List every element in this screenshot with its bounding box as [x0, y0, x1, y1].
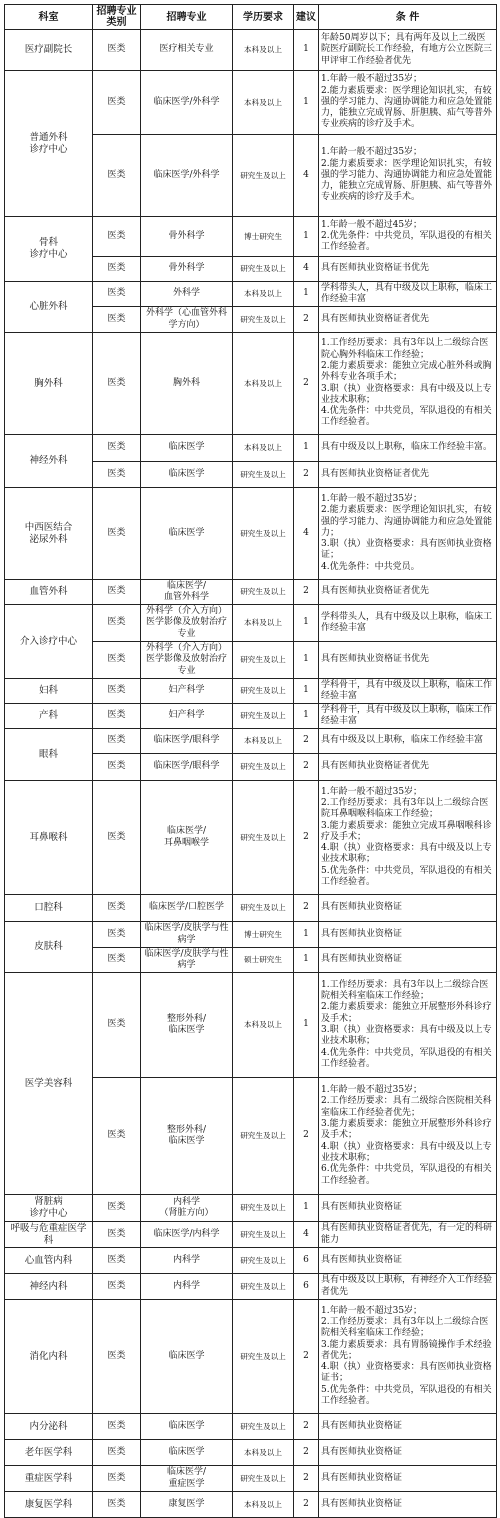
- header-row: [5, 5, 497, 30]
- education-cell: 本科及以上: [233, 729, 294, 754]
- conditions-cell: 具有医师执业资格证: [319, 1195, 497, 1222]
- category-cell: 医类: [93, 462, 141, 488]
- category-cell: 医类: [93, 704, 141, 729]
- count-cell: 2: [294, 1440, 319, 1466]
- conditions-cell: 具有医师执业资格证: [319, 1414, 497, 1440]
- major-cell: 临床医学: [141, 435, 233, 462]
- education-cell: 研究生及以上: [233, 754, 294, 781]
- count-cell: 2: [294, 1300, 319, 1414]
- major-cell: 临床医学: [141, 462, 233, 488]
- category-cell: 医类: [93, 1300, 141, 1414]
- major-cell: 临床医学/ 重症医学: [141, 1466, 233, 1492]
- count-cell: 2: [294, 1414, 319, 1440]
- category-cell: 医类: [93, 307, 141, 333]
- major-cell: 临床医学/口腔医学: [141, 895, 233, 922]
- table-row: [5, 282, 497, 307]
- table-row: [5, 30, 497, 71]
- category-cell: 医类: [93, 282, 141, 307]
- conditions-cell: 具有中级及以上职称，有神经介入工作经验者优先: [319, 1274, 497, 1300]
- conditions-cell: 1.工作经历要求：具有3年以上二级综合医院心胸外科临床工作经验； 2.能力素质要求：能独立完成心脏外科或胸外科专业各项手术； 3.职（执）业资格要求：具有中级及以上专业技术职称； 4.优先条件：中共党员，军队退役的有相关工作经验者。: [319, 333, 497, 435]
- major-cell: 整形外科/ 临床医学: [141, 1078, 233, 1195]
- count-cell: 1: [294, 435, 319, 462]
- conditions-cell: 1.年龄一般不超过35岁； 2.能力素质要求：医学理论知识扎实，有较强的学习能力、沟通协调能力和应急处置能力，能独立完成胃肠、肝胆胰、疝气等普外专业疾病的诊疗及手术。: [319, 135, 497, 217]
- table-row: [5, 435, 497, 462]
- dept-cell: 中西医结合 泌尿外科: [5, 488, 93, 580]
- major-cell: 妇产科学: [141, 679, 233, 704]
- header-major: 招聘专业: [141, 5, 233, 30]
- count-cell: 6: [294, 1248, 319, 1274]
- category-cell: 医类: [93, 973, 141, 1078]
- count-cell: 4: [294, 1222, 319, 1248]
- count-cell: 1: [294, 217, 319, 257]
- education-cell: 本科及以上: [233, 435, 294, 462]
- dept-cell: 口腔科: [5, 895, 93, 922]
- category-cell: 医类: [93, 1466, 141, 1492]
- conditions-cell: 具有医师执业资格证: [319, 1466, 497, 1492]
- count-cell: 2: [294, 333, 319, 435]
- major-cell: 临床医学/外科学: [141, 71, 233, 135]
- count-cell: 1: [294, 282, 319, 307]
- dept-cell: 康复医学科: [5, 1492, 93, 1518]
- category-cell: 医类: [93, 257, 141, 282]
- dept-cell: 神经内科: [5, 1274, 93, 1300]
- count-cell: 1: [294, 973, 319, 1078]
- conditions-cell: 具有医师执业资格证者优先: [319, 754, 497, 781]
- table-row: [5, 71, 497, 135]
- category-cell: 医类: [93, 333, 141, 435]
- count-cell: 1: [294, 679, 319, 704]
- conditions-cell: 学科带头人，具有中级及以上职称，临床工作经验丰富: [319, 605, 497, 642]
- dept-cell: 眼科: [5, 729, 93, 781]
- dept-cell: 肾脏病 诊疗中心: [5, 1195, 93, 1222]
- major-cell: 胸外科: [141, 333, 233, 435]
- dept-cell: 消化内科: [5, 1300, 93, 1414]
- major-cell: 临床医学/内科学: [141, 1222, 233, 1248]
- dept-cell: 产科: [5, 704, 93, 729]
- education-cell: 本科及以上: [233, 333, 294, 435]
- header-category: 招聘专业类别: [93, 5, 141, 30]
- education-cell: 研究生及以上: [233, 580, 294, 605]
- conditions-cell: 具有中级及以上职称，临床工作经验丰富: [319, 729, 497, 754]
- education-cell: 研究生及以上: [233, 1466, 294, 1492]
- dept-cell: 重症医学科: [5, 1466, 93, 1492]
- category-cell: 医类: [93, 605, 141, 642]
- category-cell: 医类: [93, 1440, 141, 1466]
- table-row: [5, 217, 497, 257]
- major-cell: 临床医学/ 耳鼻咽喉学: [141, 781, 233, 895]
- conditions-cell: 年龄50周岁以下；具有两年及以上二级医院医疗副院长工作经验，有地方公立医院三甲评审工作经验者优先: [319, 30, 497, 71]
- category-cell: 医类: [93, 71, 141, 135]
- category-cell: 医类: [93, 30, 141, 71]
- count-cell: 1: [294, 642, 319, 679]
- count-cell: 4: [294, 488, 319, 580]
- category-cell: 医类: [93, 922, 141, 948]
- table-row: [5, 488, 497, 580]
- count-cell: 1: [294, 704, 319, 729]
- dept-cell: 皮肤科: [5, 922, 93, 973]
- category-cell: 医类: [93, 1492, 141, 1518]
- conditions-cell: 具有医师执业资格证: [319, 1440, 497, 1466]
- education-cell: 本科及以上: [233, 30, 294, 71]
- conditions-cell: 具有医师执业资格证者优先，有一定的科研能力: [319, 1222, 497, 1248]
- education-cell: 研究生及以上: [233, 1414, 294, 1440]
- education-cell: 本科及以上: [233, 71, 294, 135]
- major-cell: 临床医学: [141, 488, 233, 580]
- conditions-cell: 1.年龄一般不超过35岁； 2.能力素质要求：医学理论知识扎实，有较强的学习能力、沟通协调能力和应急处置能力； 3.职（执）业资格要求：具有医师执业资格证； 4.优先条件：中共党员。: [319, 488, 497, 580]
- dept-cell: 医学美容科: [5, 973, 93, 1195]
- table-row: [5, 679, 497, 704]
- education-cell: 研究生及以上: [233, 642, 294, 679]
- education-cell: 本科及以上: [233, 1440, 294, 1466]
- conditions-cell: 具有医师执业资格证者优先: [319, 462, 497, 488]
- count-cell: 4: [294, 135, 319, 217]
- major-cell: 内科学: [141, 1274, 233, 1300]
- major-cell: 医疗相关专业: [141, 30, 233, 71]
- dept-cell: 心血管内科: [5, 1248, 93, 1274]
- conditions-cell: 1.年龄一般不超过45岁； 2.优先条件：中共党员，军队退役的有相关工作经验者。: [319, 217, 497, 257]
- major-cell: 外科学（心血管外科学方向）: [141, 307, 233, 333]
- table-row: [5, 1222, 497, 1248]
- major-cell: 临床医学/皮肤学与性病学: [141, 922, 233, 948]
- education-cell: 研究生及以上: [233, 462, 294, 488]
- dept-cell: 骨科 诊疗中心: [5, 217, 93, 282]
- count-cell: 2: [294, 1492, 319, 1518]
- dept-cell: 医疗副院长: [5, 30, 93, 71]
- conditions-cell: 学科骨干，具有中级及以上职称，临床工作经验丰富: [319, 679, 497, 704]
- education-cell: 研究生及以上: [233, 895, 294, 922]
- major-cell: 内科学: [141, 1248, 233, 1274]
- education-cell: 博士研究生: [233, 922, 294, 948]
- count-cell: 1: [294, 71, 319, 135]
- major-cell: 临床医学: [141, 1414, 233, 1440]
- dept-cell: 呼吸与危重症医学科: [5, 1222, 93, 1248]
- conditions-cell: 具有中级及以上职称，临床工作经验丰富。: [319, 435, 497, 462]
- header-count: 建议: [294, 5, 319, 30]
- table-row: [5, 605, 497, 642]
- table-row: [5, 729, 497, 754]
- education-cell: 本科及以上: [233, 1492, 294, 1518]
- category-cell: 医类: [93, 781, 141, 895]
- conditions-cell: 具有医师执业资格证者优先: [319, 307, 497, 333]
- major-cell: 骨外科学: [141, 257, 233, 282]
- education-cell: 硕士研究生: [233, 948, 294, 973]
- category-cell: 医类: [93, 729, 141, 754]
- conditions-cell: 1.年龄一般不超过35岁； 2.工作经历要求：具有二级综合医院相关科室临床工作经验者优先； 3.能力素质要求：能独立开展整形外科诊疗及手术； 4.职（执）业资格要求：具有中级及以上专业技术职称； 6.优先条件：中共党员，军队退役的有相关工作经验者。: [319, 1078, 497, 1195]
- category-cell: 医类: [93, 488, 141, 580]
- category-cell: 医类: [93, 580, 141, 605]
- major-cell: 临床医学: [141, 1300, 233, 1414]
- education-cell: 本科及以上: [233, 973, 294, 1078]
- category-cell: 医类: [93, 135, 141, 217]
- category-cell: 医类: [93, 1248, 141, 1274]
- major-cell: 外科学（介入方向）医学影像及放射治疗专业: [141, 642, 233, 679]
- education-cell: 研究生及以上: [233, 781, 294, 895]
- count-cell: 1: [294, 922, 319, 948]
- category-cell: 医类: [93, 1195, 141, 1222]
- major-cell: 康复医学: [141, 1492, 233, 1518]
- count-cell: 2: [294, 1078, 319, 1195]
- conditions-cell: 具有医师执业资格证书优先: [319, 257, 497, 282]
- dept-cell: 老年医学科: [5, 1440, 93, 1466]
- table-row: [5, 781, 497, 895]
- education-cell: 研究生及以上: [233, 488, 294, 580]
- major-cell: 整形外科/ 临床医学: [141, 973, 233, 1078]
- education-cell: 研究生及以上: [233, 679, 294, 704]
- conditions-cell: 1.年龄一般不超过35岁； 2.工作经历要求：具有3年以上二级综合医院耳鼻咽喉科临床工作经验； 3.能力素质要求：能独立完成耳鼻咽喉科诊疗及手术； 4.职（执）业资格要求：具有中级及以上专业技术职称； 5.优先条件：中共党员，军队退役的有相关工作经验者。: [319, 781, 497, 895]
- recruitment-table-page: [4, 4, 496, 1518]
- table-row: [5, 1248, 497, 1274]
- category-cell: 医类: [93, 895, 141, 922]
- major-cell: 外科学（介入方向）医学影像及放射治疗专业: [141, 605, 233, 642]
- conditions-cell: 学科带头人，具有中级及以上职称，临床工作经验丰富: [319, 282, 497, 307]
- header-dept: 科室: [5, 5, 93, 30]
- count-cell: 2: [294, 781, 319, 895]
- count-cell: 2: [294, 729, 319, 754]
- count-cell: 2: [294, 895, 319, 922]
- dept-cell: 血管外科: [5, 580, 93, 605]
- count-cell: 1: [294, 30, 319, 71]
- dept-cell: 介入诊疗中心: [5, 605, 93, 679]
- table-row: [5, 1466, 497, 1492]
- category-cell: 医类: [93, 754, 141, 781]
- major-cell: 临床医学/ 血管外科学: [141, 580, 233, 605]
- conditions-cell: 1.年龄一般不超过35岁； 2.工作经历要求：具有3年以上二级综合医院相关科室临床工作经验； 3.能力素质要求：具有胃肠镜操作手术经验者优先； 4.职（执）业资格要求：具有医师执业资格证书； 5.优先条件：中共党员，军队退役的有相关工作经验者。: [319, 1300, 497, 1414]
- education-cell: 本科及以上: [233, 605, 294, 642]
- count-cell: 6: [294, 1274, 319, 1300]
- dept-cell: 神经外科: [5, 435, 93, 488]
- major-cell: 临床医学/眼科学: [141, 754, 233, 781]
- category-cell: 医类: [93, 217, 141, 257]
- table-row: [5, 1274, 497, 1300]
- conditions-cell: 具有医师执业资格证书优先: [319, 642, 497, 679]
- dept-cell: 心脏外科: [5, 282, 93, 333]
- dept-cell: 胸外科: [5, 333, 93, 435]
- major-cell: 妇产科学: [141, 704, 233, 729]
- table-row: [5, 1414, 497, 1440]
- education-cell: 研究生及以上: [233, 1195, 294, 1222]
- education-cell: 研究生及以上: [233, 307, 294, 333]
- category-cell: 医类: [93, 1414, 141, 1440]
- count-cell: 2: [294, 462, 319, 488]
- major-cell: 骨外科学: [141, 217, 233, 257]
- education-cell: 研究生及以上: [233, 1300, 294, 1414]
- major-cell: 临床医学: [141, 1440, 233, 1466]
- conditions-cell: 具有医师执业资格证者优先: [319, 580, 497, 605]
- education-cell: 研究生及以上: [233, 257, 294, 282]
- table-row: [5, 895, 497, 922]
- dept-cell: 妇科: [5, 679, 93, 704]
- header-education: 学历要求: [233, 5, 294, 30]
- table-row: [5, 1300, 497, 1414]
- category-cell: 医类: [93, 679, 141, 704]
- count-cell: 2: [294, 307, 319, 333]
- education-cell: 研究生及以上: [233, 1078, 294, 1195]
- count-cell: 1: [294, 605, 319, 642]
- dept-cell: 耳鼻喉科: [5, 781, 93, 895]
- table-row: [5, 1195, 497, 1222]
- major-cell: 临床医学/外科学: [141, 135, 233, 217]
- table-row: [5, 704, 497, 729]
- category-cell: 医类: [93, 642, 141, 679]
- conditions-cell: 具有医师执业资格证: [319, 1248, 497, 1274]
- category-cell: 医类: [93, 1222, 141, 1248]
- conditions-cell: 1.年龄一般不超过35岁； 2.能力素质要求：医学理论知识扎实，有较强的学习能力、沟通协调能力和应急处置能力，能独立完成胃肠、肝胆胰、疝气等普外专业疾病的诊疗及手术。: [319, 71, 497, 135]
- major-cell: 临床医学/眼科学: [141, 729, 233, 754]
- category-cell: 医类: [93, 1274, 141, 1300]
- education-cell: 研究生及以上: [233, 704, 294, 729]
- conditions-cell: 具有医师执业资格证: [319, 895, 497, 922]
- dept-cell: 内分泌科: [5, 1414, 93, 1440]
- count-cell: 4: [294, 257, 319, 282]
- education-cell: 研究生及以上: [233, 1222, 294, 1248]
- education-cell: 博士研究生: [233, 217, 294, 257]
- category-cell: 医类: [93, 435, 141, 462]
- table-row: [5, 580, 497, 605]
- dept-cell: 普通外科 诊疗中心: [5, 71, 93, 217]
- major-cell: 临床医学/皮肤学与性病学: [141, 948, 233, 973]
- recruitment-table: [4, 4, 497, 1518]
- conditions-cell: 1.工作经历要求：具有3年以上二级综合医院相关科室临床工作经验； 2.能力素质要求：能独立开展整形外科诊疗及手术； 3.职（执）业资格要求：具有中级及以上专业技术职称； 4.优先条件：中共党员，军队退役的有相关工作经验者。: [319, 973, 497, 1078]
- major-cell: 内科学 （肾脏方向）: [141, 1195, 233, 1222]
- count-cell: 2: [294, 580, 319, 605]
- count-cell: 1: [294, 948, 319, 973]
- count-cell: 2: [294, 1466, 319, 1492]
- table-row: [5, 333, 497, 435]
- conditions-cell: 学科骨干，具有中级及以上职称，临床工作经验丰富: [319, 704, 497, 729]
- conditions-cell: 具有医师执业资格证: [319, 922, 497, 948]
- major-cell: 外科学: [141, 282, 233, 307]
- table-row: [5, 1492, 497, 1518]
- category-cell: 医类: [93, 1078, 141, 1195]
- count-cell: 1: [294, 1195, 319, 1222]
- header-conditions: 条 件: [319, 5, 497, 30]
- education-cell: 研究生及以上: [233, 1248, 294, 1274]
- table-row: [5, 973, 497, 1078]
- count-cell: 2: [294, 754, 319, 781]
- education-cell: 研究生及以上: [233, 135, 294, 217]
- conditions-cell: 具有医师执业资格证: [319, 1492, 497, 1518]
- table-row: [5, 922, 497, 948]
- education-cell: 本科及以上: [233, 282, 294, 307]
- table-body: [5, 30, 497, 1518]
- conditions-cell: 具有医师执业资格证: [319, 948, 497, 973]
- table-row: [5, 1440, 497, 1466]
- education-cell: 研究生及以上: [233, 1274, 294, 1300]
- category-cell: 医类: [93, 948, 141, 973]
